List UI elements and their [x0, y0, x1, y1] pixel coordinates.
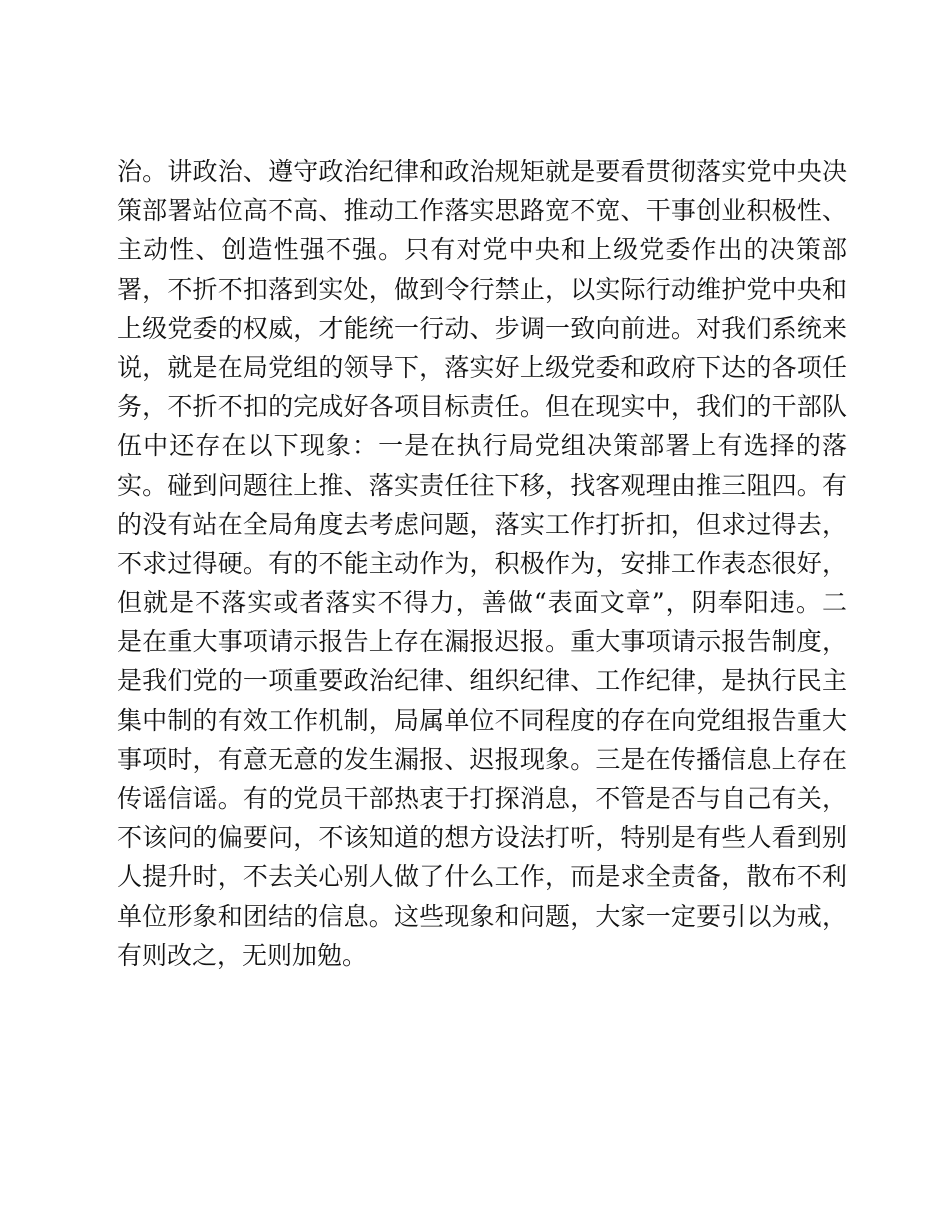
text-line: 不求过得硬。有的不能主动作为，积极作为，安排工作表态很好，: [117, 548, 847, 578]
text-line: 的没有站在全局角度去考虑问题，落实工作打折扣，但求过得去，: [117, 509, 847, 539]
text-line: 不该问的偏要问，不该知道的想方设法打听，特别是有些人看到别: [117, 823, 847, 853]
text-line: 人提升时，不去关心别人做了什么工作，而是求全责备，散布不利: [117, 862, 847, 892]
text-line: 治。讲政治、遵守政治纪律和政治规矩就是要看贯彻落实党中央决: [117, 157, 847, 186]
text-line: 主动性、创造性强不强。只有对党中央和上级党委作出的决策部: [117, 235, 847, 265]
body-paragraph: [117, 152, 847, 975]
text-line: 是在重大事项请示报告上存在漏报迟报。重大事项请示报告制度，: [117, 627, 847, 657]
text-line: 是我们党的一项重要政治纪律、组织纪律、工作纪律，是执行民主: [117, 666, 847, 696]
text-line: 伍中还存在以下现象：一是在执行局党组决策部署上有选择的落: [117, 431, 847, 461]
text-line: 署，不折不扣落到实处，做到令行禁止，以实际行动维护党中央和: [117, 274, 847, 304]
text-line: 务，不折不扣的完成好各项目标责任。但在现实中，我们的干部队: [117, 392, 847, 422]
text-line: 事项时，有意无意的发生漏报、迟报现象。三是在传播信息上存在: [117, 744, 847, 774]
text-line: 但就是不落实或者落实不得力，善做“表面文章”，阴奉阳违。二: [117, 588, 847, 618]
text-line: 实。碰到问题往上推、落实责任往下移，找客观理由推三阻四。有: [117, 470, 847, 500]
text-line: 传谣信谣。有的党员干部热衷于打探消息，不管是否与自己有关，: [117, 784, 847, 813]
text-line: 有则改之，无则加勉。: [117, 940, 368, 970]
text-line: 集中制的有效工作机制，局属单位不同程度的存在向党组报告重大: [117, 705, 847, 735]
text-line: 上级党委的权威，才能统一行动、步调一致向前进。对我们系统来: [117, 313, 847, 343]
text-line: 单位形象和团结的信息。这些现象和问题，大家一定要引以为戒，: [117, 901, 847, 931]
text-line: 说，就是在局党组的领导下，落实好上级党委和政府下达的各项任: [117, 352, 847, 382]
text-line: 策部署站位高不高、推动工作落实思路宽不宽、干事创业积极性、: [117, 196, 847, 226]
